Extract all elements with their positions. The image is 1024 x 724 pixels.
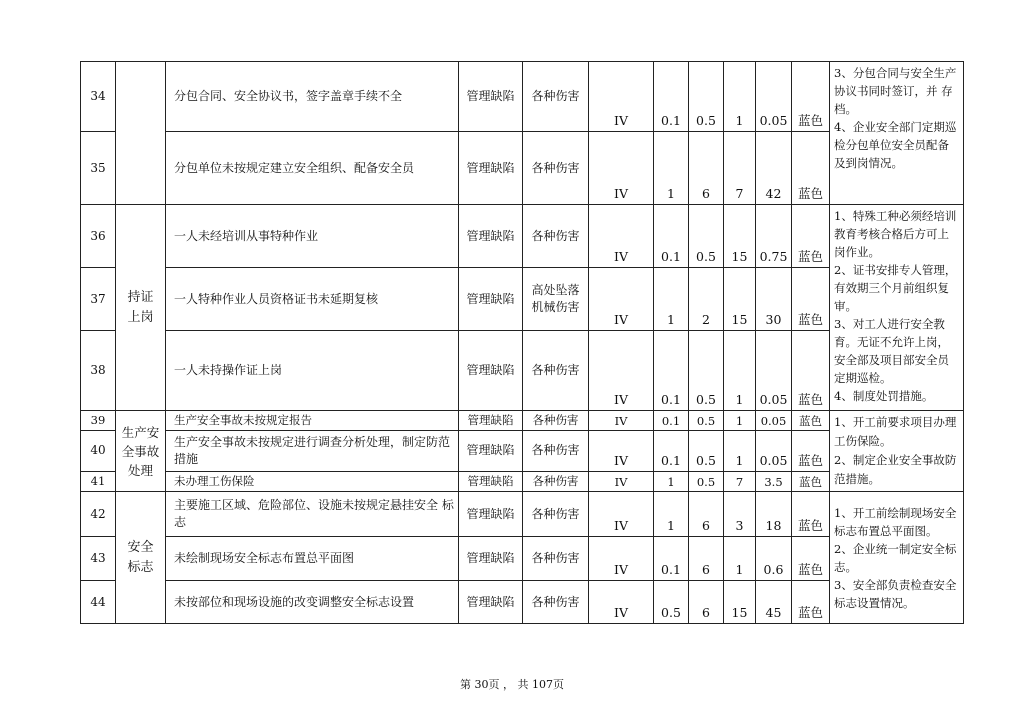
hazard-type: 各种伤害 xyxy=(523,62,589,132)
hazard-type: 各种伤害 xyxy=(523,132,589,205)
value-d: 0.05 xyxy=(756,430,792,471)
hazard-item: 一人特种作业人员资格证书未延期复核 xyxy=(166,268,459,331)
risk-color: 蓝色 xyxy=(792,62,830,132)
value-l: 0.5 xyxy=(654,581,689,624)
value-l: 1 xyxy=(654,132,689,205)
hazard-type: 各种伤害 xyxy=(523,537,589,581)
control-measures: 1、特殊工种必须经培训教育考核合格后方可上岗作业。 2、证书安排专人管理， 有效期三个月前组织复审。 3、对工人进行安全教育。无证不允许上岗，安全部及项目部安全员定期巡检。 4、制度处罚措施。 xyxy=(830,205,964,411)
value-l: 1 xyxy=(654,472,689,492)
category: 管理缺陷 xyxy=(459,492,523,537)
risk-color: 蓝色 xyxy=(792,411,830,431)
risk-level: IV xyxy=(589,492,654,537)
value-l: 0.1 xyxy=(654,205,689,268)
hazard-item: 未按部位和现场设施的改变调整安全标志设置 xyxy=(166,581,459,624)
value-c: 1 xyxy=(724,537,756,581)
risk-color: 蓝色 xyxy=(792,132,830,205)
value-d: 0.05 xyxy=(756,331,792,411)
value-c: 7 xyxy=(724,472,756,492)
category: 管理缺陷 xyxy=(459,581,523,624)
value-c: 15 xyxy=(724,268,756,331)
table-row xyxy=(81,492,964,537)
value-e: 6 xyxy=(689,581,724,624)
value-c: 1 xyxy=(724,62,756,132)
value-l: 0.1 xyxy=(654,62,689,132)
table-row xyxy=(81,62,964,132)
category: 管理缺陷 xyxy=(459,62,523,132)
risk-level: IV xyxy=(589,62,654,132)
value-e: 6 xyxy=(689,492,724,537)
row-number: 44 xyxy=(81,581,116,624)
risk-level: IV xyxy=(589,537,654,581)
category: 管理缺陷 xyxy=(459,331,523,411)
hazard-item: 分包单位未按规定建立安全组织、配备安全员 xyxy=(166,132,459,205)
risk-color: 蓝色 xyxy=(792,268,830,331)
hazard-item: 未办理工伤保险 xyxy=(166,472,459,492)
value-c: 15 xyxy=(724,581,756,624)
row-number: 37 xyxy=(81,268,116,331)
hazard-type: 各种伤害 xyxy=(523,411,589,431)
hazard-type: 各种伤害 xyxy=(523,492,589,537)
value-d: 0.05 xyxy=(756,411,792,431)
value-e: 6 xyxy=(689,132,724,205)
value-d: 30 xyxy=(756,268,792,331)
value-e: 0.5 xyxy=(689,430,724,471)
table-row xyxy=(81,411,964,431)
value-e: 0.5 xyxy=(689,62,724,132)
value-d: 18 xyxy=(756,492,792,537)
value-d: 45 xyxy=(756,581,792,624)
value-l: 0.1 xyxy=(654,430,689,471)
hazard-type: 各种伤害 xyxy=(523,205,589,268)
hazard-table xyxy=(80,61,964,624)
category: 管理缺陷 xyxy=(459,205,523,268)
category: 管理缺陷 xyxy=(459,132,523,205)
risk-level: IV xyxy=(589,411,654,431)
value-e: 0.5 xyxy=(689,472,724,492)
value-e: 0.5 xyxy=(689,331,724,411)
hazard-item: 分包合同、安全协议书，签字盖章手续不全 xyxy=(166,62,459,132)
value-c: 3 xyxy=(724,492,756,537)
value-e: 6 xyxy=(689,537,724,581)
hazard-item: 主要施工区域、危险部位、设施未按规定悬挂安全 标志 xyxy=(166,492,459,537)
value-e: 0.5 xyxy=(689,411,724,431)
risk-color: 蓝色 xyxy=(792,472,830,492)
group-label-cert: 持证上岗 xyxy=(116,205,166,411)
value-l: 1 xyxy=(654,492,689,537)
value-d: 3.5 xyxy=(756,472,792,492)
value-c: 1 xyxy=(724,331,756,411)
risk-level: IV xyxy=(589,331,654,411)
row-number: 42 xyxy=(81,492,116,537)
hazard-type: 高处坠落机械伤害 xyxy=(523,268,589,331)
row-number: 35 xyxy=(81,132,116,205)
category: 管理缺陷 xyxy=(459,537,523,581)
risk-color: 蓝色 xyxy=(792,581,830,624)
value-l: 1 xyxy=(654,268,689,331)
row-number: 39 xyxy=(81,411,116,431)
category: 管理缺陷 xyxy=(459,430,523,471)
category: 管理缺陷 xyxy=(459,411,523,431)
risk-level: IV xyxy=(589,268,654,331)
category: 管理缺陷 xyxy=(459,472,523,492)
value-d: 0.6 xyxy=(756,537,792,581)
risk-color: 蓝色 xyxy=(792,492,830,537)
value-e: 2 xyxy=(689,268,724,331)
value-c: 1 xyxy=(724,411,756,431)
value-l: 0.1 xyxy=(654,331,689,411)
row-number: 38 xyxy=(81,331,116,411)
row-number: 34 xyxy=(81,62,116,132)
value-c: 15 xyxy=(724,205,756,268)
hazard-item: 生产安全事故未按规定报告 xyxy=(166,411,459,431)
hazard-item: 未绘制现场安全标志布置总平面图 xyxy=(166,537,459,581)
hazard-item: 一人未经培训从事特种作业 xyxy=(166,205,459,268)
risk-color: 蓝色 xyxy=(792,537,830,581)
hazard-type: 各种伤害 xyxy=(523,472,589,492)
risk-level: IV xyxy=(589,205,654,268)
group-label-accident: 生产安全事故处理 xyxy=(116,411,166,492)
row-number: 40 xyxy=(81,430,116,471)
value-c: 7 xyxy=(724,132,756,205)
risk-color: 蓝色 xyxy=(792,331,830,411)
control-measures: 1、开工前要求项目办理工伤保险。 2、制定企业安全事故防范措施。 xyxy=(830,411,964,492)
category: 管理缺陷 xyxy=(459,268,523,331)
hazard-type: 各种伤害 xyxy=(523,430,589,471)
table-row xyxy=(81,205,964,268)
value-l: 0.1 xyxy=(654,537,689,581)
row-number: 43 xyxy=(81,537,116,581)
value-d: 0.05 xyxy=(756,62,792,132)
control-measures: 3、分包合同与安全生产协议书同时签订，并 存档。 4、企业安全部门定期巡检分包单位安全员配备及到岗情况。 xyxy=(830,62,964,205)
row-number: 36 xyxy=(81,205,116,268)
risk-level: IV xyxy=(589,430,654,471)
row-number: 41 xyxy=(81,472,116,492)
group-label xyxy=(116,62,166,205)
value-c: 1 xyxy=(724,430,756,471)
value-d: 0.75 xyxy=(756,205,792,268)
risk-level: IV xyxy=(589,472,654,492)
control-measures: 1、开工前绘制现场安全标志布置总平面图。 2、企业统一制定安全标志。 3、安全部负责检查安全标志设置情况。 xyxy=(830,492,964,624)
page-footer: 第 30页 ， 共 107页 xyxy=(460,678,564,691)
group-label-signs: 安全标志 xyxy=(116,492,166,624)
risk-color: 蓝色 xyxy=(792,205,830,268)
risk-level: IV xyxy=(589,581,654,624)
hazard-type: 各种伤害 xyxy=(523,331,589,411)
value-e: 0.5 xyxy=(689,205,724,268)
value-l: 0.1 xyxy=(654,411,689,431)
risk-color: 蓝色 xyxy=(792,430,830,471)
hazard-item: 生产安全事故未按规定进行调查分析处理，制定防范措施 xyxy=(166,430,459,471)
value-d: 42 xyxy=(756,132,792,205)
risk-level: IV xyxy=(589,132,654,205)
hazard-type: 各种伤害 xyxy=(523,581,589,624)
hazard-item: 一人未持操作证上岗 xyxy=(166,331,459,411)
